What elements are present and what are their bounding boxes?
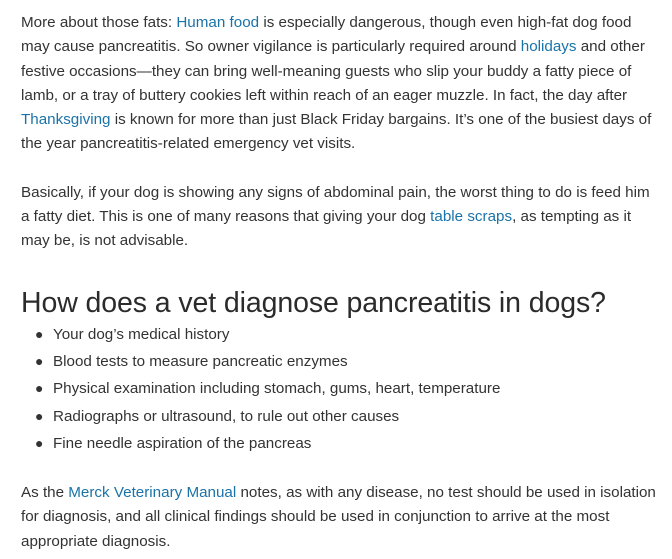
bullet-icon: ● — [35, 434, 44, 451]
paragraph-merck — [21, 481, 662, 554]
list-item-label: Radiographs or ultrasound, to rule out other causes — [53, 407, 400, 425]
paragraph-abdominal-pain — [21, 181, 662, 254]
diagnosis-list — [21, 321, 662, 457]
list-item — [35, 321, 662, 348]
link-thanksgiving[interactable]: Thanksgiving — [21, 111, 111, 129]
bullet-icon: ● — [35, 325, 44, 342]
paragraph-text: and other festive occasions—they can bring well-meaning guests who slip your buddy a fatty piece of lamb, or a tray of buttery cookies left within reach of an eager muzzle. In fact, the day after — [21, 38, 645, 104]
link-holidays[interactable]: holidays — [520, 38, 577, 56]
paragraph-text: is especially dangerous, though even high-fat dog food may cause pancreatitis. So owner vigilance is particularly required around — [21, 14, 632, 56]
link-human-food[interactable]: Human food — [176, 14, 260, 31]
section-heading: How does a vet diagnose pancreatitis in dogs? — [21, 286, 606, 319]
paragraph-text: , as tempting as it may be, is not advisable. — [21, 208, 632, 250]
list-item-label: Your dog’s medical history — [53, 325, 230, 343]
bullet-icon: ● — [35, 380, 44, 397]
paragraph-text: Basically, if your dog is showing any signs of abdominal pain, the worst thing to do is feed him a fatty diet. This is one of many reasons that giving your dog — [21, 183, 650, 226]
link-table-scraps[interactable]: table scraps — [430, 208, 513, 226]
paragraph-text: notes, as with any disease, no test should be used in isolation for diagnosis, and all clinical findings should be used in conjunction to arrive at the most appropriate diagnosis. — [21, 484, 656, 550]
list-item — [35, 375, 662, 402]
link-merck-manual[interactable]: Merck Veterinary Manual — [68, 484, 237, 502]
bullet-icon: ● — [35, 407, 44, 424]
paragraph-text: is known for more than just Black Friday bargains. It’s one of the busiest days of the year pancreatitis-related emergency vet visits. — [21, 111, 652, 153]
list-item-label: Blood tests to measure pancreatic enzymes — [53, 352, 348, 370]
list-item — [35, 430, 662, 457]
paragraph-text: As the — [21, 484, 69, 502]
list-item-label: Fine needle aspiration of the pancreas — [53, 434, 312, 452]
paragraph-fats — [21, 11, 662, 157]
paragraph-text: More about those fats: — [21, 14, 177, 31]
list-item-label: Physical examination including stomach, gums, heart, temperature — [53, 380, 501, 398]
bullet-icon: ● — [35, 352, 44, 369]
list-item — [35, 403, 662, 430]
list-item — [35, 348, 662, 375]
